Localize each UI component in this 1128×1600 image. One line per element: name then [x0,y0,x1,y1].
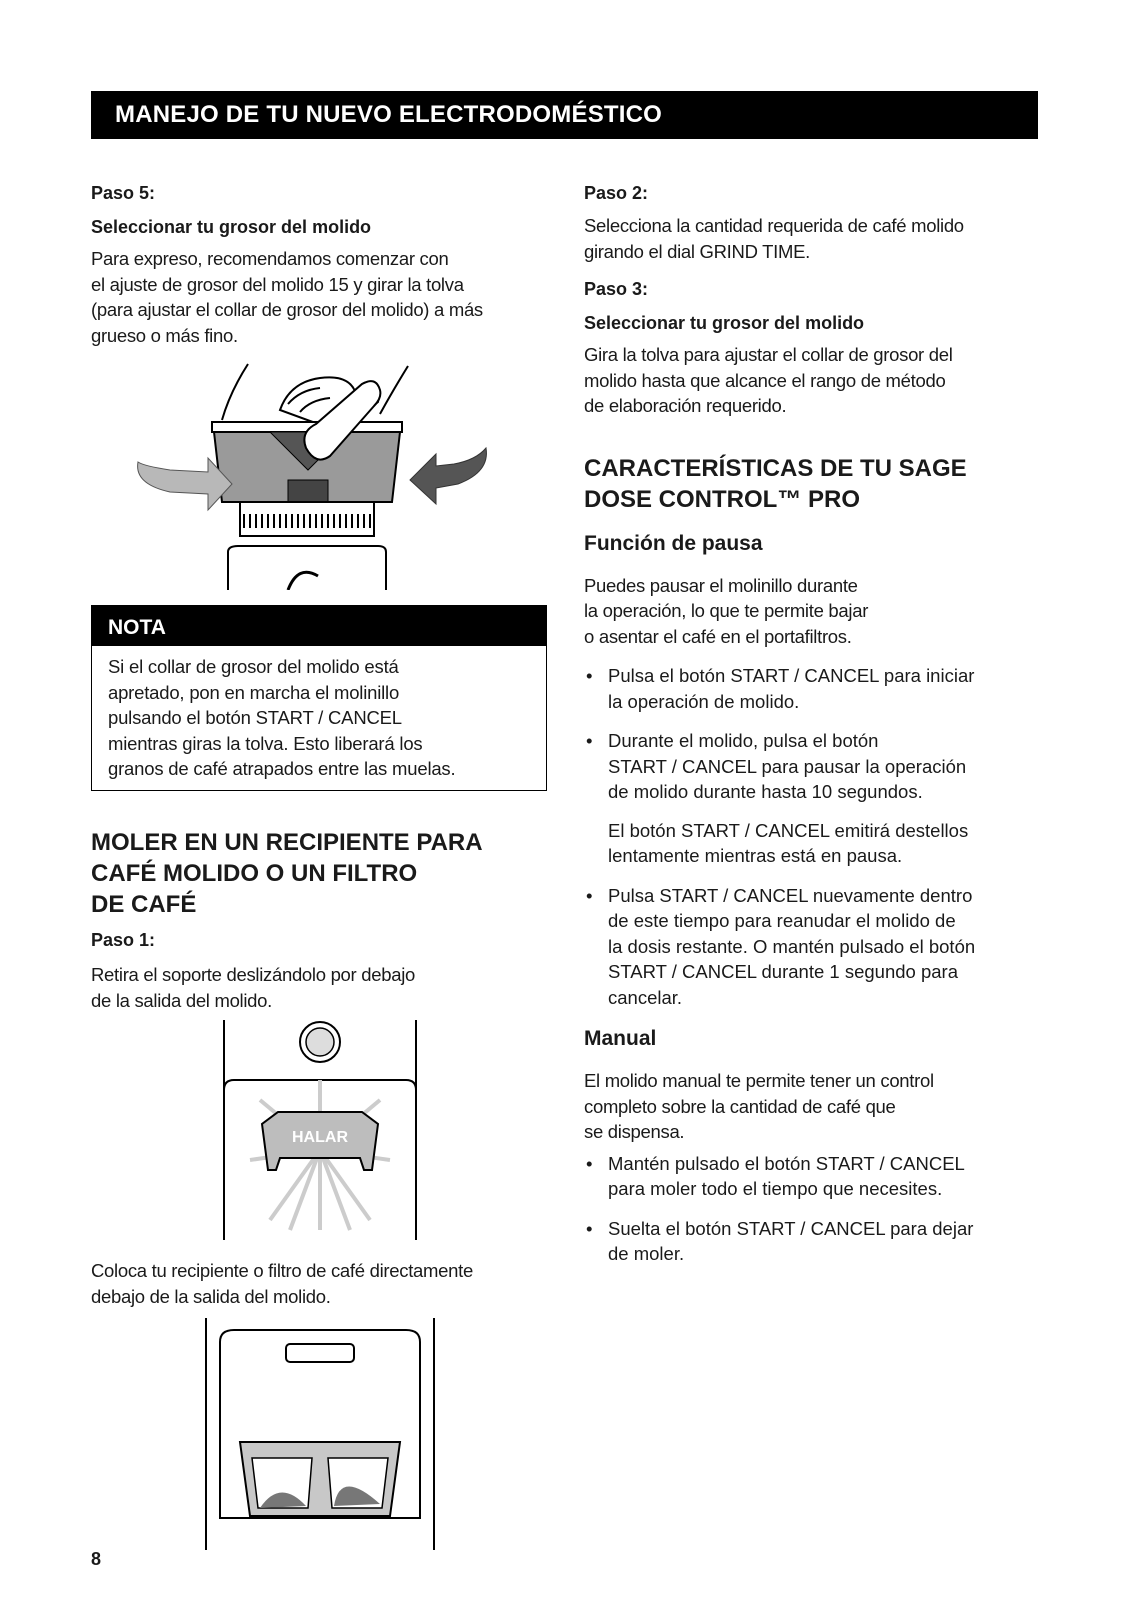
note-box [91,605,547,791]
step1-line: de la salida del molido. [91,989,272,1011]
step5-label: Paso 5: [91,183,156,203]
manual-bullet-2: • Suelta el botón START / CANCEL para dejar de moler. [584,1216,1044,1267]
features-title-line: CARACTERÍSTICAS DE TU SAGE [584,454,967,482]
step5-line: el ajuste de grosor del molido 15 y girar la tolva [91,273,464,295]
section-title-line: CAFÉ MOLIDO O UN FILTRO [91,860,418,887]
step5-line: (para ajustar el collar de grosor del molido) a más [91,299,483,320]
pause-bullet-2: • Durante el molido, pulsa el botón START / CANCEL para pausar la operación de molido durante hasta 10 segundos. [584,728,1044,805]
right-column [584,183,1044,1267]
pause-note: El botón START / CANCEL emitirá destellos lentamente mientras está en pausa. [608,819,969,866]
page-number: 8 [91,1549,102,1569]
manual-intro-line: El molido manual te permite tener un control [584,1070,934,1091]
pause-intro-line: la operación, lo que te permite bajar [584,600,869,621]
section-title [91,827,561,920]
hopper-rotate-illustration [130,362,500,590]
note-line: mientras giras la tolva. Esto liberará los [108,732,423,754]
pause-title: Función de pausa [584,531,763,555]
step1-line: Retira el soporte deslizándolo por debajo [91,964,415,985]
step3-line: Gira la tolva para ajustar el collar de grosor del [584,344,953,365]
pull-tray-illustration [220,1020,420,1240]
note-line: pulsando el botón START / CANCEL [108,707,402,728]
step2-line: Selecciona la cantidad requerida de café molido [584,215,964,236]
section-title-line: DE CAFÉ [91,891,197,918]
note-line: Si el collar de grosor del molido está [108,656,399,677]
step3-line: molido hasta que alcance el rango de método [584,369,946,391]
step2-line: girando el dial GRIND TIME. [584,240,810,262]
left-step5 [91,183,561,348]
note-line: granos de café atrapados entre las muelas. [108,758,456,779]
manual-intro-line: se dispensa. [584,1121,685,1142]
pause-intro-line: Puedes pausar el molinillo durante [584,574,858,596]
after-line: debajo de la salida del molido. [91,1285,331,1307]
step3-label: Paso 3: [584,279,649,299]
note-title: NOTA [92,606,546,646]
pause-bullet-3: • Pulsa START / CANCEL nuevamente dentro de este tiempo para reanudar el molido de la dosis restante. O mantén pulsado el botón START / CANCEL durante 1 segundo para cancelar. [584,883,1044,1011]
features-title-line: DOSE CONTROL™ PRO [584,485,861,513]
after-line: Coloca tu recipiente o filtro de café directamente [91,1260,473,1281]
step3-line: de elaboración requerido. [584,395,787,416]
note-line: apretado, pon en marcha el molinillo [108,681,400,703]
step5-line: Para expreso, recomendamos comenzar con [91,248,449,269]
left-step1 [91,930,561,1013]
step5-subtitle: Seleccionar tu grosor del molido [91,217,372,237]
section-banner: MANEJO DE TU NUEVO ELECTRODOMÉSTICO [91,91,1038,139]
step1-label: Paso 1: [91,930,156,950]
halar-label: HALAR [292,1129,348,1146]
pause-bullet-1: • Pulsa el botón START / CANCEL para iniciar la operación de molido. [584,663,1044,714]
manual-intro-line: completo sobre la cantidad de café que [584,1095,896,1117]
section-title-line: MOLER EN UN RECIPIENTE PARA [91,829,483,856]
step3-subtitle: Seleccionar tu grosor del molido [584,313,865,333]
container-illustration [200,1318,440,1550]
step5-line: grueso o más fino. [91,324,238,346]
step2-label: Paso 2: [584,183,649,203]
pause-intro-line: o asentar el café en el portafiltros. [584,625,852,647]
left-after-step1 [91,1258,561,1309]
manual-title: Manual [584,1027,657,1050]
manual-bullet-1: • Mantén pulsado el botón START / CANCEL para moler todo el tiempo que necesites. [584,1151,1044,1202]
